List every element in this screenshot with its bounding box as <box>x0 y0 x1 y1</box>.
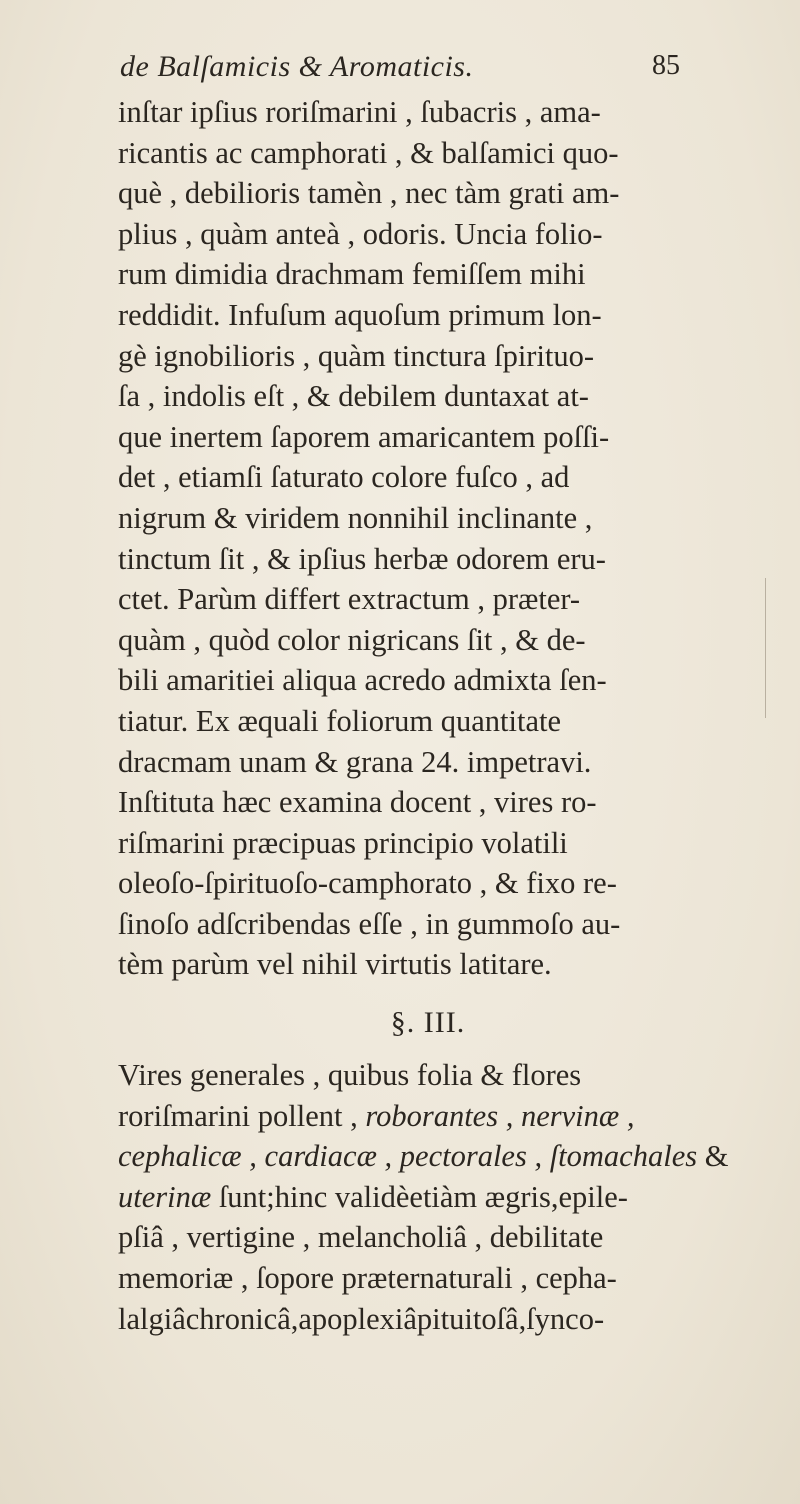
section-paragraph <box>118 1055 729 1339</box>
section-heading: §. III. <box>390 1006 466 1040</box>
text-line <box>118 1177 698 1218</box>
text-line: inſtar ipſius roriſmarini , ſubacris , ama- <box>118 95 601 129</box>
text-segment: memoriæ , ſopore præternaturali , cepha- <box>118 1261 617 1296</box>
text-segment: Vires generales , quibus folia & flores <box>118 1058 582 1093</box>
text-line <box>118 1299 698 1340</box>
text-segment: lalgiâchronicâ,apoplexiâpituitoſâ,ſynco- <box>118 1301 605 1336</box>
italic-segment: uterinæ <box>118 1179 212 1214</box>
text-line: tiatur. Ex æquali foliorum quantitate <box>118 703 562 738</box>
text-line: bili amaritiei aliqua acredo admixta ſen- <box>118 663 607 698</box>
text-line: ſinoſo adſcribendas eſſe , in gummoſo au- <box>118 906 621 941</box>
text-line: tinctum ſit , & ipſius herbæ odorem eru- <box>118 541 606 576</box>
text-line: det , etiamſi ſaturato colore fuſco , ad <box>118 460 570 495</box>
text-line: ſa , indolis eſt , & debilem duntaxat at- <box>118 379 589 414</box>
text-line: ricantis ac camphorati , & balſamici quo- <box>118 135 619 170</box>
body-text <box>118 92 729 1339</box>
text-line: ctet. Parùm differt extractum , præter- <box>118 582 581 617</box>
text-line: que inertem ſaporem amaricantem poſſi- <box>118 419 610 454</box>
text-line <box>118 1096 698 1137</box>
text-line <box>118 1136 729 1177</box>
text-line: dracmam unam & grana 24. impetravi. <box>118 744 592 779</box>
text-segment: roriſmarini pollent , <box>118 1098 366 1133</box>
text-segment: pſiâ , vertigine , melancholiâ , debilitate <box>118 1220 604 1255</box>
italic-segment: cephalicæ , cardiacæ , pectorales , ſtomachales <box>118 1139 698 1174</box>
page-number: 85 <box>652 50 680 81</box>
margin-mark <box>765 578 766 718</box>
text-line: rum dimidia drachmam femiſſem mihi <box>118 257 586 292</box>
text-line: reddidit. Infuſum aquoſum primum lon- <box>118 297 602 332</box>
text-segment: ſunt;hinc validèetiàm ægris,epile- <box>211 1179 628 1214</box>
text-line: nigrum & viridem nonnihil inclinante , <box>118 500 593 535</box>
italic-segment: roborantes , nervinæ , <box>365 1098 635 1133</box>
text-line: gè ignobilioris , quàm tinctura ſpirituo- <box>118 338 595 373</box>
text-line: oleoſo-ſpirituoſo-camphorato , & fixo re- <box>118 866 617 901</box>
text-line: Inſtituta hæc examina docent , vires ro- <box>118 785 597 820</box>
text-line: tèm parùm vel nihil virtutis latitare. <box>118 947 552 982</box>
running-head: de Balſamicis & Aromaticis. <box>120 50 474 83</box>
text-line <box>118 1217 698 1258</box>
text-line: riſmarini præcipuas principio volatili <box>118 825 568 860</box>
text-line: plius , quàm anteà , odoris. Uncia folio- <box>118 216 603 251</box>
text-line: què , debilioris tamèn , nec tàm grati am- <box>118 176 620 211</box>
text-line: quàm , quòd color nigricans ſit , & de- <box>118 622 586 657</box>
text-line <box>118 1055 698 1096</box>
text-segment: & <box>697 1139 729 1174</box>
text-line <box>118 1258 698 1299</box>
